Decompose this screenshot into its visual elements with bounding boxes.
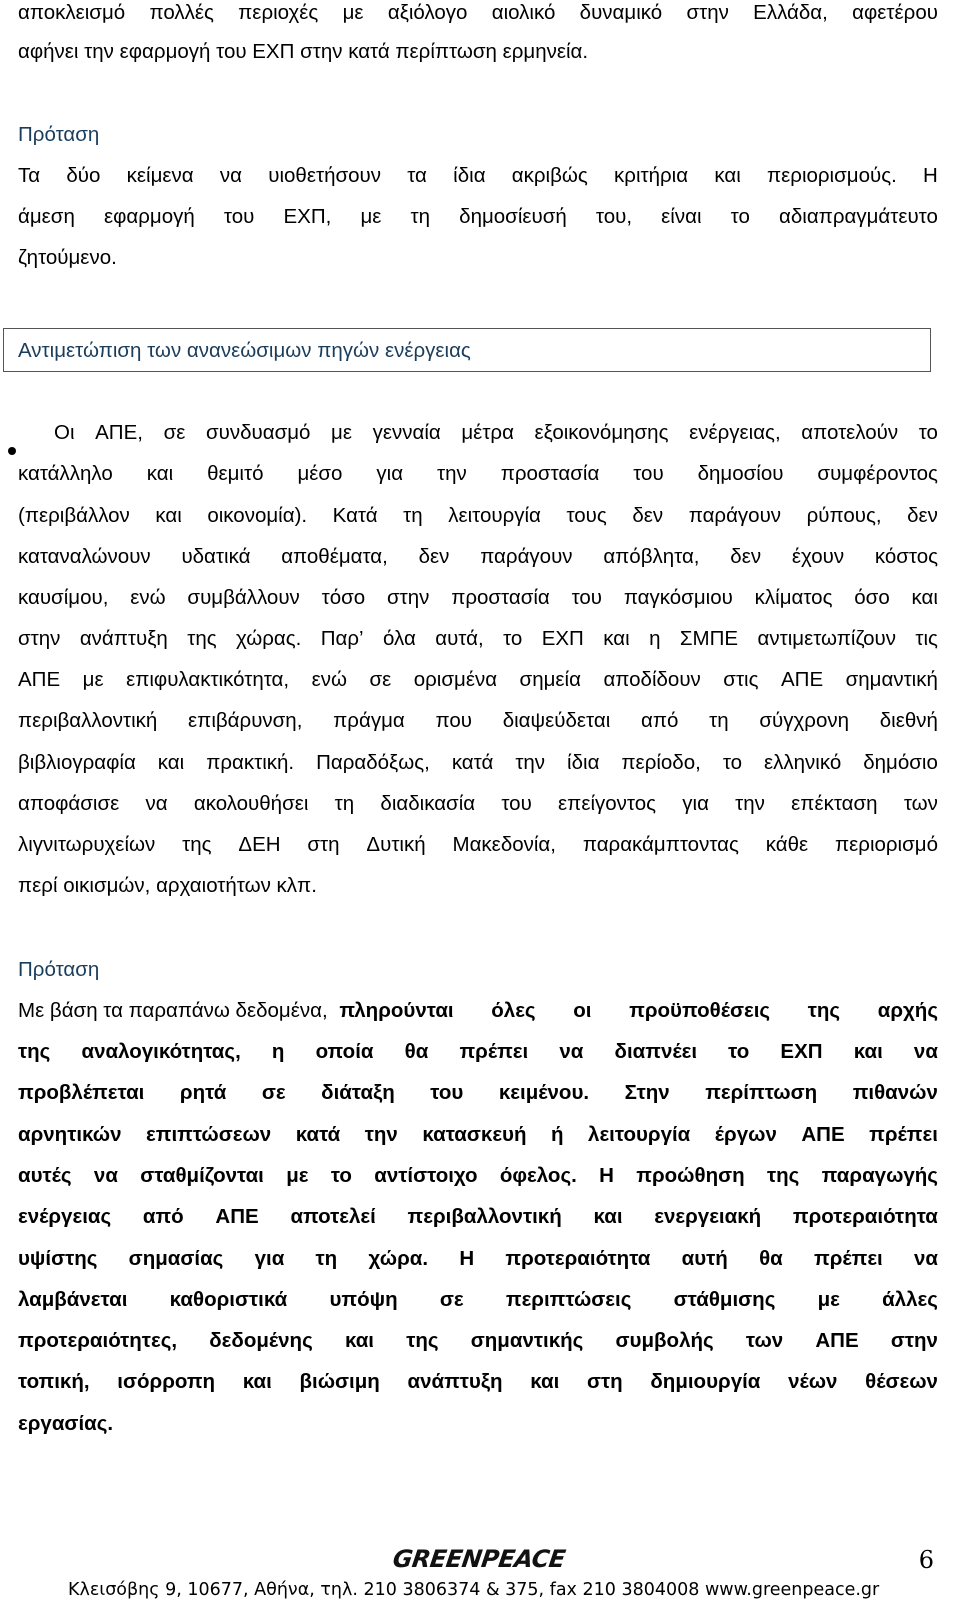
paragraph-line: περί οικισμών, αρχαιοτήτων κλπ. — [18, 874, 317, 897]
proposal-bold-line: προτεραιότητες, δεδομένης και της σημαντικής συμβολής των ΑΠΕ στην — [18, 1329, 938, 1352]
proposal-title: Πρόταση — [18, 123, 100, 146]
proposal-bold-line: αυτές να σταθμίζονται με το αντίστοιχο όφελος. Η προώθηση της παραγωγής — [18, 1164, 938, 1187]
paragraph-line: βιβλιογραφία και πρακτική. Παραδόξως, κατά την ίδια περίοδο, το ελληνικό δημόσιο — [18, 751, 938, 774]
proposal-bold-line: υψίστης σημασίας για τη χώρα. Η προτεραιότητα αυτή θα πρέπει να — [18, 1247, 938, 1270]
paragraph-line: Οι ΑΠΕ, σε συνδυασμό με γενναία μέτρα εξοικονόμησης ενέργειας, αποτελούν το — [54, 421, 938, 444]
paragraph-line: στην ανάπτυξη της χώρας. Παρ’ όλα αυτά, το ΕΧΠ και η ΣΜΠΕ αντιμετωπίζουν τις — [18, 627, 938, 650]
proposal-bold-line: λαμβάνεται καθοριστικά υπόψη σε περιπτώσεις στάθμισης με άλλες — [18, 1288, 938, 1311]
intro-line-2: αφήνει την εφαρμογή του ΕΧΠ στην κατά περίπτωση ερμηνεία. — [18, 40, 589, 63]
proposal-bold-line: τοπική, ισόρροπη και βιώσιμη ανάπτυξη και στη δημιουργία νέων θέσεων — [18, 1370, 938, 1393]
paragraph-line: κατάλληλο και θεμιτό μέσο για την προστασία του δημοσίου συμφέροντος — [18, 462, 938, 485]
section-heading-box — [3, 328, 931, 372]
page-number: 6 — [918, 1546, 934, 1574]
paragraph-line: λιγνιτωρυχείων της ΔΕΗ στη Δυτική Μακεδονία, παρακάμπτοντας κάθε περιορισμό — [18, 833, 938, 856]
greenpeace-logo: GREENPEACE — [391, 1545, 567, 1573]
paragraph-line: (περιβάλλον και οικονομία). Κατά τη λειτουργία τους δεν παράγουν ρύπους, δεν — [18, 504, 938, 527]
proposal-line: Τα δύο κείμενα να υιοθετήσουν τα ίδια ακριβώς κριτήρια και περιορισμούς. Η — [18, 164, 938, 187]
paragraph-line: ΑΠΕ με επιφυλακτικότητα, ενώ σε ορισμένα σημεία αποδίδουν στις ΑΠΕ σημαντική — [18, 668, 938, 691]
proposal-line: ζητούμενο. — [18, 246, 117, 269]
proposal-bold-text: πληρούνται όλες οι προϋποθέσεις της αρχής — [339, 999, 938, 1022]
proposal-normal-text: Με βάση τα παραπάνω δεδομένα, — [18, 999, 334, 1022]
proposal-line — [18, 996, 938, 1026]
paragraph-line: αποφάσισε να ακολουθήσει τη διαδικασία του επείγοντος για την επέκταση των — [18, 792, 938, 815]
footer-address: Κλεισόβης 9, 10677, Αθήνα, τηλ. 210 3806374 & 375, fax 210 3804008 www.greenpeace.gr — [68, 1580, 880, 1600]
bullet-icon — [8, 447, 16, 455]
paragraph-line: καυσίμου, ενώ συμβάλλουν τόσο στην προστασία του παγκόσμιου κλίματος όσο και — [18, 586, 938, 609]
paragraph-line: καταναλώνουν υδατικά αποθέματα, δεν παράγουν απόβλητα, δεν έχουν κόστος — [18, 545, 938, 568]
paragraph-line: περιβαλλοντική επιβάρυνση, πράγμα που διαψεύδεται από τη σύγχρονη διεθνή — [18, 709, 938, 732]
section-heading: Αντιμετώπιση των ανανεώσιμων πηγών ενέργειας — [18, 339, 471, 362]
proposal-bold-line: της αναλογικότητας, η οποία θα πρέπει να διαπνέει το ΕΧΠ και να — [18, 1040, 938, 1063]
proposal-bold-line: προβλέπεται ρητά σε διάταξη του κειμένου. Στην περίπτωση πιθανών — [18, 1081, 938, 1104]
proposal-bold-line: εργασίας. — [18, 1412, 114, 1435]
intro-line-1: αποκλεισμό πολλές περιοχές με αξιόλογο αιολικό δυναμικό στην Ελλάδα, αφετέρου — [18, 1, 938, 24]
proposal-line: άμεση εφαρμογή του ΕΧΠ, με τη δημοσίευσή του, είναι το αδιαπραγμάτευτο — [18, 205, 938, 228]
proposal-bold-line: ενέργειας από ΑΠΕ αποτελεί περιβαλλοντική και ενεργειακή προτεραιότητα — [18, 1205, 938, 1228]
proposal-title: Πρόταση — [18, 958, 100, 981]
proposal-bold-line: αρνητικών επιπτώσεων κατά την κατασκευή ή λειτουργία έργων ΑΠΕ πρέπει — [18, 1123, 938, 1146]
